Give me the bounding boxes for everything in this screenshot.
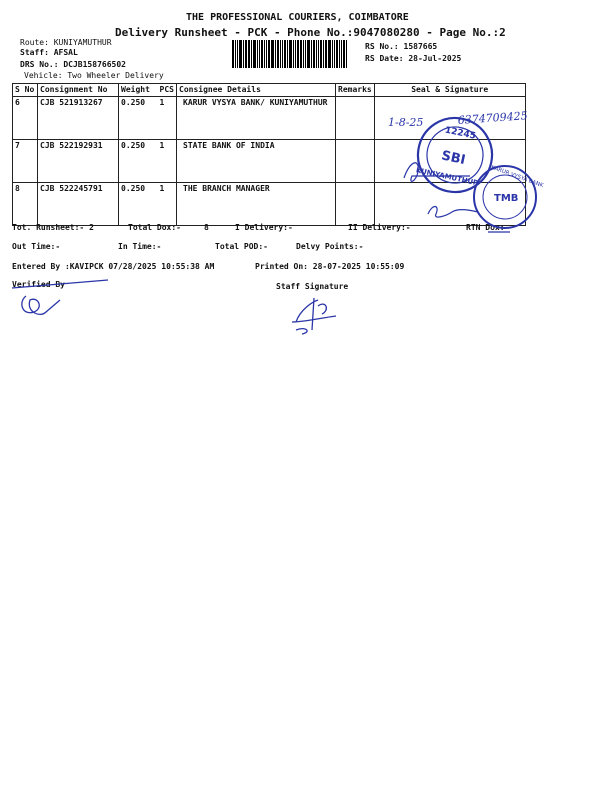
- row-weight: 0.250: [121, 141, 146, 150]
- row-consignment: CJB 521913267: [38, 97, 119, 140]
- kvb-name: KARUR VYSYA BANK: [490, 164, 544, 190]
- receiver-signature-2: [428, 207, 478, 218]
- handwritten-date: 1-8-25: [388, 116, 424, 129]
- verifier-signature: [12, 280, 108, 314]
- printed-on: Printed On: 28-07-2025 10:55:09: [255, 262, 405, 271]
- rtn-dox: RTN Dox:-: [466, 223, 510, 232]
- col-consignment: Consignment No: [38, 84, 119, 97]
- route-label: Route: KUNIYAMUTHUR: [20, 38, 112, 47]
- row-sno: 8: [13, 183, 38, 226]
- sbi-bank: SBI: [439, 148, 467, 169]
- tmb-stamp: [474, 165, 544, 228]
- col-pcs: PCS: [159, 85, 174, 94]
- ii-delivery: II Delivery:-: [348, 223, 411, 232]
- row-consignee: THE BRANCH MANAGER: [177, 183, 336, 226]
- vehicle-label: Vehicle: Two Wheeler Delivery: [24, 71, 164, 80]
- total-dox-label: Total Dox:-: [128, 223, 181, 232]
- total-dox-value: 8: [204, 223, 209, 232]
- col-consignee: Consignee Details: [177, 84, 336, 97]
- row-consignee: KARUR VYSYA BANK/ KUNIYAMUTHUR: [177, 97, 336, 140]
- staff-signature-label: Staff Signature: [276, 282, 349, 291]
- in-time: In Time:-: [118, 242, 162, 251]
- row-consignment: CJB 522245791: [38, 183, 119, 226]
- delvy-points: Delvy Points:-: [296, 242, 364, 251]
- runsheet-title: Delivery Runsheet - PCK - Phone No.:9047080280 - Page No.:2: [115, 26, 506, 39]
- handwritten-phone: 6374709425: [457, 109, 529, 127]
- sbi-code: 12245: [443, 125, 477, 142]
- out-time: Out Time:-: [12, 242, 61, 251]
- total-pod: Total POD:-: [215, 242, 268, 251]
- row-consignee: STATE BANK OF INDIA: [177, 140, 336, 183]
- entered-by: Entered By :KAVIPCK 07/28/2025 10:55:38 AM: [12, 262, 215, 271]
- company-title: THE PROFESSIONAL COURIERS, COIMBATORE: [186, 12, 409, 23]
- col-remarks: Remarks: [336, 84, 375, 97]
- col-seal: Seal & Signature: [374, 84, 525, 97]
- i-delivery: I Delivery:-: [235, 223, 293, 232]
- row-pcs: 1: [159, 141, 165, 150]
- staff-label: Staff: AFSAL: [20, 48, 78, 57]
- row-pcs: 1: [159, 184, 165, 193]
- col-weight: Weight: [121, 85, 150, 94]
- rs-number: RS No.: 1587665: [365, 42, 438, 51]
- tmb-name: TMB: [494, 193, 519, 204]
- tot-runsheet: Tot. Runsheet:- 2: [12, 223, 94, 232]
- row-weight: 0.250: [121, 184, 146, 193]
- row-sno: 6: [13, 97, 38, 140]
- staff-signature-mark: [292, 298, 336, 334]
- drs-number: DRS No.: DCJB158766502: [20, 60, 126, 69]
- row-sno: 7: [13, 140, 38, 183]
- sbi-branch: KUNIYAMUTHUR: [415, 166, 480, 188]
- row-weight: 0.250: [121, 98, 146, 107]
- rs-date: RS Date: 28-Jul-2025: [365, 54, 462, 63]
- row-consignment: CJB 522192931: [38, 140, 119, 183]
- verified-by-label: Verified By: [12, 280, 65, 289]
- col-sno: S No: [13, 84, 38, 97]
- row-pcs: 1: [159, 98, 165, 107]
